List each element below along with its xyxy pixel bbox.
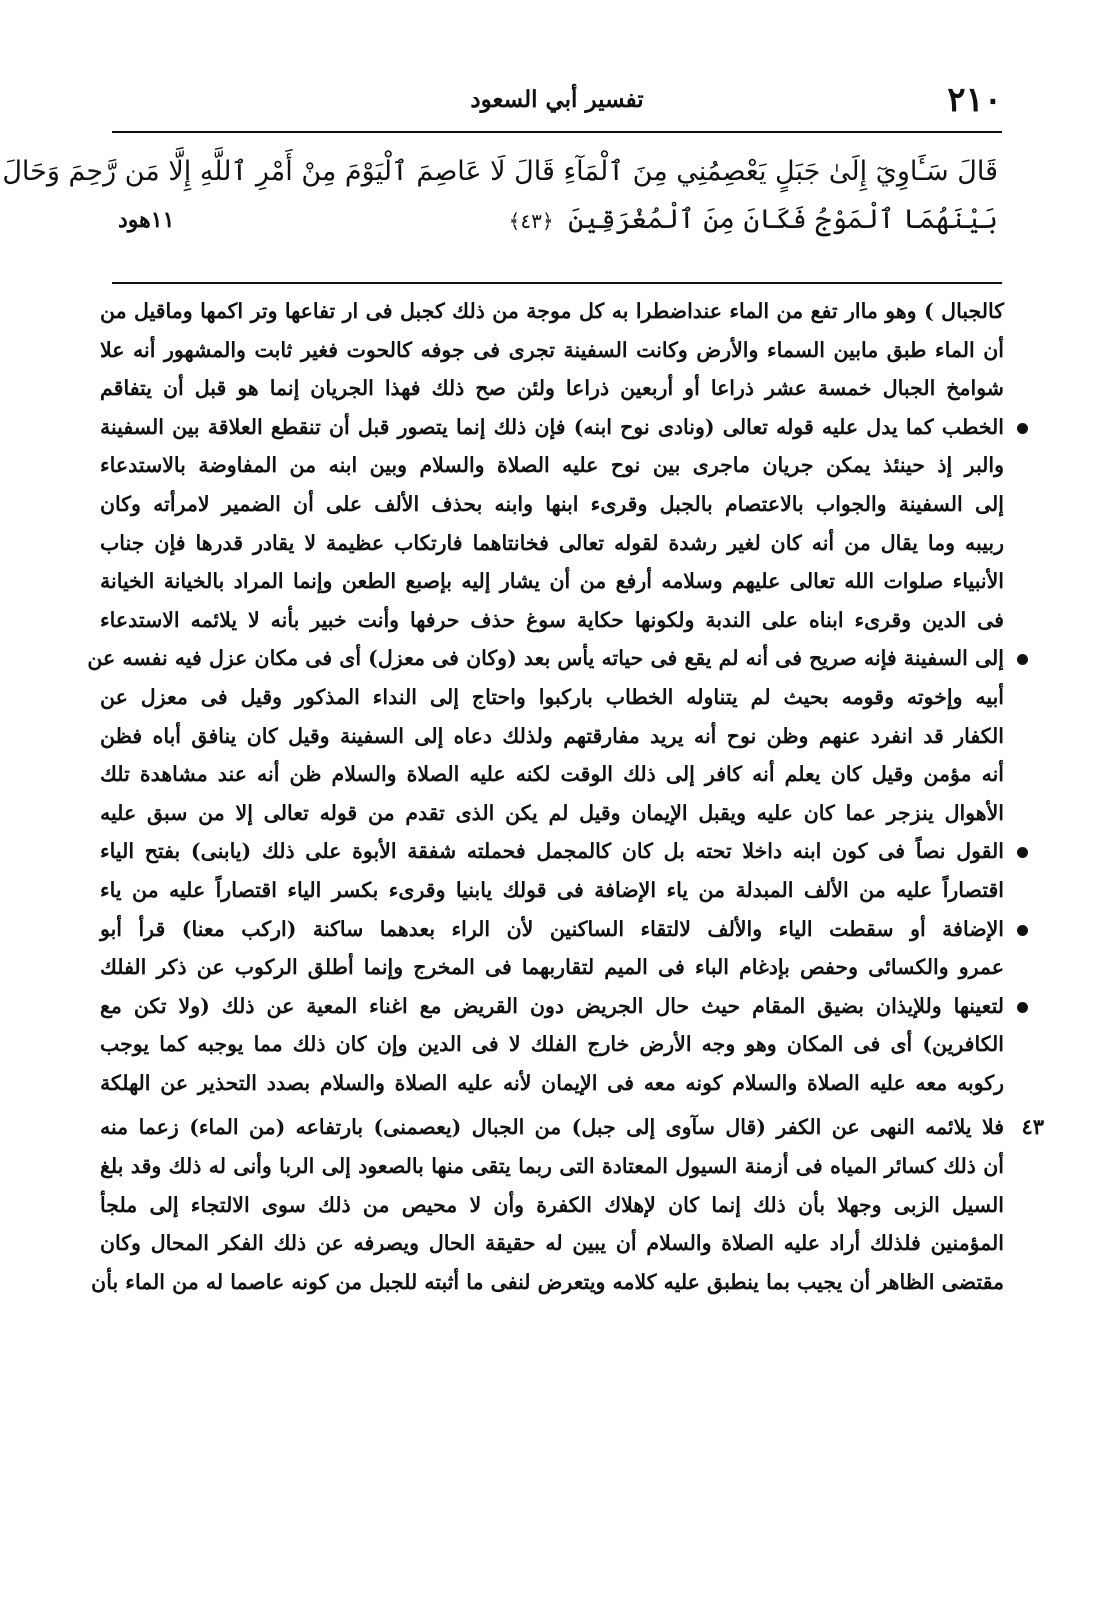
commentary-line: ربيبه وما يقال من أنه كان لغير رشدة لقوله تعالى فخانتاهما فارتكاب عظيمة لا يقادر قدرها فإن جناب [100, 530, 1004, 555]
commentary-line-text: لتعينها وللإيذان بضيق المقام حيث حال الجريض دون القريض مع اغناء المعية عن ذلك (ولا تكن مع [100, 993, 1004, 1018]
commentary-line [100, 1108, 1044, 1147]
page-number: ٢١٠ [947, 80, 1002, 120]
commentary-line-text: إلى السفينة فإنه صريح فى أنه لم يقع فى حياته يأس بعد (وكان فى معزل) أى فى مكان عزل فيه نفسه عن [87, 646, 1004, 671]
verse-divider [112, 282, 1002, 284]
commentary-line: ركوبه معه عليه الصلاة والسلام كونه معه فى الإيمان لأنه عليه الصلاة والسلام بصدد التحذير عن الهلكة [100, 1070, 1004, 1095]
commentary-line-text: الخطب كما يدل عليه قوله تعالى (ونادى نوح ابنه) فإن ذلك إنما يتصور قبل أن تنقطع العلاقة بين السفينة [100, 414, 1004, 439]
commentary-line: الأنبياء صلوات الله تعالى عليهم وسلامه أرفع من أن يشار إليه بإصبع الطعن وإنما المراد بالخيانة الخيانة [100, 569, 1004, 594]
quran-verse-text: بَيْنَهُمَا ٱلْمَوْجُ فَكَانَ مِنَ ٱلْمُغْرَقِينَ [568, 204, 998, 235]
commentary-line [100, 832, 1004, 871]
commentary-line-text: الإضافة أو سقطت الياء والألف لالتقاء الساكنين لأن الراء بعدهما ساكنة (اركب معنا) قرأ أبو [100, 916, 1004, 941]
commentary-line [100, 987, 1004, 1026]
commentary-line: عمرو والكسائى وحفص بإدغام الباء فى الميم لتقاربهما فى المخرج وإنما أطلق الركوب عن ذكر الفلك [100, 955, 1004, 980]
commentary-text [87, 292, 1044, 1301]
commentary-line: الكفار قد انفرد عنهم وظن نوح أنه يريد مفارقتهم ولذلك دعاه إلى السفينة وقيل كان ينافق أباه فظن [100, 723, 1004, 748]
page-header [112, 78, 1002, 122]
bullet-marker [1017, 925, 1028, 936]
commentary-line: المؤمنين فلذلك أراد عليه الصلاة والسلام أن يبين له حقيقة الحال ويصرفه عن ذلك الفكر المحال وكان [100, 1231, 1004, 1256]
commentary-line-text: فلا يلائمه النهى عن الكفر (قال سآوى إلى جبل) من الجبال (يعصمنى) بارتفاعه (من الماء) زعما منه [100, 1115, 1004, 1140]
commentary-line [100, 408, 1004, 447]
commentary-line: إلى السفينة والجواب بالاعتصام بالجبل وقرىء ابنها وابنه بحذف الألف على أن الضمير لامرأته وكان [100, 491, 1004, 516]
commentary-line: الأهوال ينزجر عما كان عليه ويقبل الإيمان وقيل لم يكن الذى تقدم من قوله تعالى إلا من سبق عليه [100, 800, 1004, 825]
running-title: تفسير أبي السعود [470, 86, 644, 113]
commentary-line: أنه مؤمن وقيل كان يعلم أنه كافر إلى ذلك الوقت لكنه عليه الصلاة والسلام ظن أنه عند مشاهدة تلك [100, 762, 1004, 787]
header-divider [112, 131, 1002, 133]
commentary-line: شوامخ الجبال خمسة عشر ذراعا أو أربعين ذراعا ولئن صح ذلك فهذا الجريان إنما هو قبل أن يتفاقم [100, 376, 1004, 401]
commentary-line: كالجبال ) وهو ماار تفع من الماء عنداضطرا به كل موجة من ذلك كجبل فى ار تفاعها وتر اكمها وماقيل من [100, 299, 1004, 323]
bullet-marker [1017, 1002, 1028, 1013]
commentary-line: والبر إذ حينئذ يمكن جريان ماجرى بين نوح عليه الصلاة والسلام وبين ابنه من المفاوضة بالاستدعاء [100, 453, 1004, 478]
quran-verse-block [2, 148, 998, 245]
bullet-marker [1017, 847, 1028, 858]
commentary-line: أن الماء طبق مابين السماء والأرض وكانت السفينة تجرى فى جوفه كالحوت فغير ثابت والمشهور أنه علا [100, 337, 1004, 362]
commentary-line: اقتصاراً عليه من الألف المبدلة من ياء الإضافة فى قولك يابنيا وقرىء بكسر الياء اقتصاراً عليه من ياء [100, 877, 1004, 902]
quran-verse-line [118, 196, 998, 245]
bullet-marker [1017, 423, 1028, 434]
surah-reference: ١١هود [118, 207, 175, 233]
commentary-line [100, 910, 1004, 949]
commentary-line-text: القول نصاً فى كون ابنه داخلا تحته بل كان كالمجمل فحملته شفقة الأبوة على ذلك (يابنى) بفتح الياء [100, 839, 1004, 864]
commentary-line: فى الدين وقرىء ابناه على الندبة ولكونها حكاية سوغ حذف حرفها وأنت خبير بأنه لا يلائمه الاستدعاء [100, 607, 1004, 632]
verse-number: ٤٣ [1021, 1114, 1044, 1140]
commentary-line: أبيه وإخوته وقومه بحيث لم يتناوله الخطاب باركبوا واحتاج إلى النداء المذكور وقيل فى معزل عن [100, 684, 1004, 709]
commentary-line: السيل الزبى وجهلا بأن ذلك إنما كان لإهلاك الكفرة وأن لا محيص من ذلك سوى الالتجاء إلى ملجأ [100, 1192, 1004, 1217]
verse-end-marker: ﴿٤٣﴾ [508, 209, 554, 233]
bullet-marker [1017, 654, 1028, 665]
commentary-line [87, 639, 1004, 678]
commentary-line: مقتضى الظاهر أن يجيب بما ينطبق عليه كلامه ويتعرض لنفى ما أثبته للجبل من كونه عاصما له من الماء بأن [91, 1269, 1004, 1294]
commentary-line: أن ذلك كسائر المياه فى أزمنة السيول المعتادة التى ربما يتقى منها بالصعود إلى الربا وأنى له ذلك وقد بلغ [100, 1154, 1004, 1179]
commentary-line: الكافرين) أى فى المكان وهو وجه الأرض خارج الفلك لا فى الدين وإن كان ذلك مما يوجبه كما يوجب [100, 1032, 1004, 1057]
quran-verse-line: قَالَ سَـَٔاوِيٓ إِلَىٰ جَبَلٍ يَعْصِمُنِي مِنَ ٱلْمَآءِ قَالَ لَا عَاصِمَ ٱلْيَوْمَ مِنْ أَمْرِ ٱللَّهِ إِلَّا مَن رَّحِمَ وَحَالَ [2, 156, 998, 187]
